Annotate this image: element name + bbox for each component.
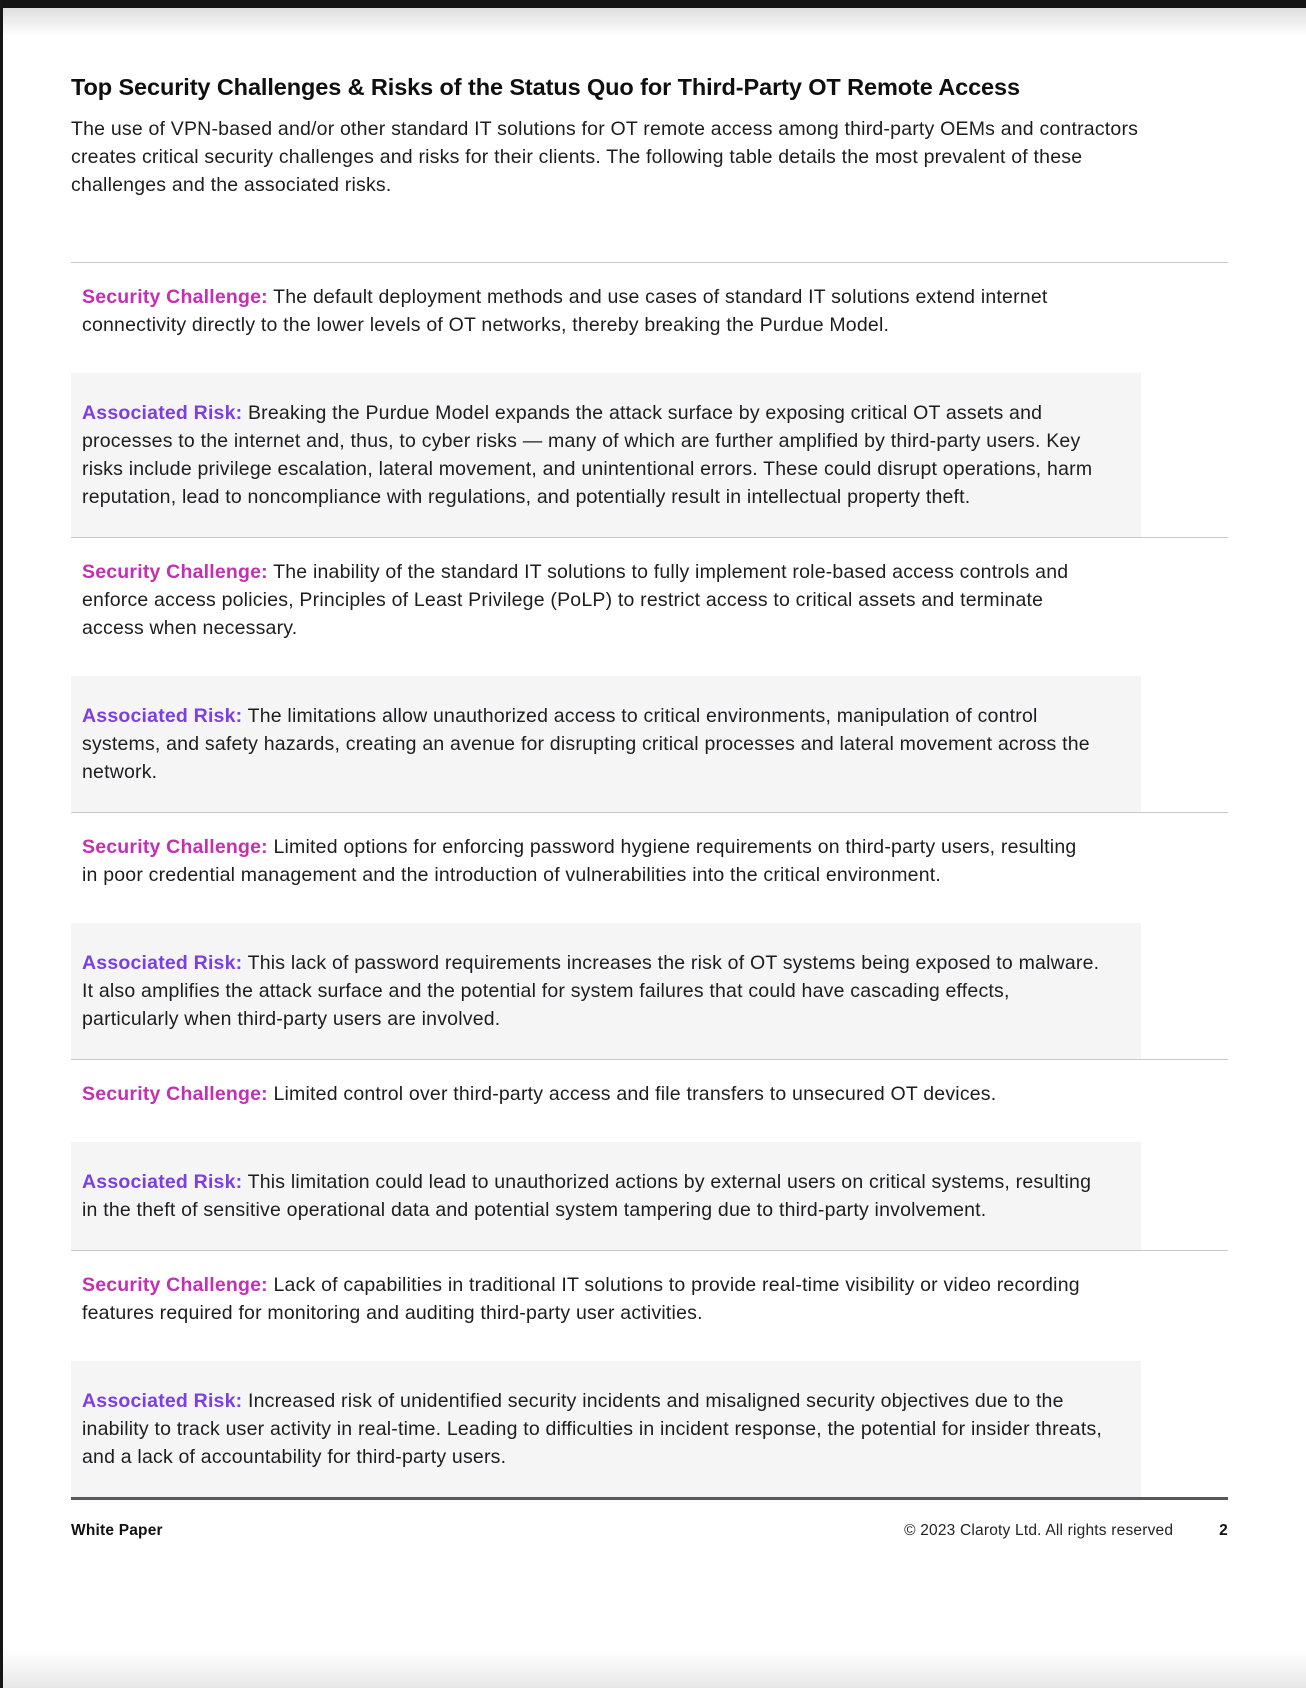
page-footer xyxy=(71,1500,1228,1562)
security-challenge xyxy=(82,558,1092,642)
footer-doc-type: White Paper xyxy=(71,1522,163,1539)
table-row xyxy=(71,538,1228,813)
window-left-edge xyxy=(0,0,3,1688)
security-challenge-label: Security Challenge: xyxy=(82,561,268,583)
security-challenge-text: The inability of the standard IT solutions to fully implement role-based access controls and enforce access policies, Principles of Least Privilege (PoLP) to restrict access to critical assets and terminate access when necessary. xyxy=(82,561,1069,639)
associated-risk xyxy=(82,399,1105,511)
associated-risk-label: Associated Risk: xyxy=(82,1171,243,1193)
page-bottom-shadow xyxy=(0,1650,1306,1688)
associated-risk-label: Associated Risk: xyxy=(82,705,243,727)
page-title: Top Security Challenges & Risks of the Status Quo for Third-Party OT Remote Access xyxy=(71,74,1020,100)
associated-risk xyxy=(82,702,1105,786)
intro-paragraph: The use of VPN-based and/or other standard IT solutions for OT remote access among third-party OEMs and contractors creates critical security challenges and risks for their clients. The following table details the most prevalent of these challenges and the associated risks. xyxy=(71,118,1139,196)
table-row xyxy=(71,1060,1228,1251)
security-challenge xyxy=(82,283,1092,339)
security-challenge-text: Lack of capabilities in traditional IT solutions to provide real-time visibility or video recording features required for monitoring and auditing third-party user activities. xyxy=(82,1274,1080,1324)
associated-risk xyxy=(82,1168,1105,1224)
associated-risk-text: The limitations allow unauthorized access to critical environments, manipulation of control systems, and safety hazards, creating an avenue for disrupting critical processes and lateral movement across the network. xyxy=(82,705,1090,783)
table-row xyxy=(71,1251,1228,1500)
associated-risk-text: This lack of password requirements increases the risk of OT systems being exposed to malware. It also amplifies the attack surface and the potential for system failures that could have cascading effects, particularly when third-party users are involved. xyxy=(82,952,1100,1030)
associated-risk-label: Associated Risk: xyxy=(82,1390,243,1412)
challenges-risks-table xyxy=(71,262,1228,1500)
table-row xyxy=(71,263,1228,538)
associated-risk xyxy=(82,1387,1105,1471)
security-challenge-label: Security Challenge: xyxy=(82,1083,268,1105)
security-challenge-text: The default deployment methods and use cases of standard IT solutions extend internet connectivity directly to the lower levels of OT networks, thereby breaking the Purdue Model. xyxy=(82,286,1048,336)
associated-risk-text: Increased risk of unidentified security incidents and misaligned security objectives due to the inability to track user activity in real-time. Leading to difficulties in incident response, the potential for insider threats, and a lack of accountability for third-party users. xyxy=(82,1390,1103,1468)
associated-risk xyxy=(82,949,1105,1033)
associated-risk-text: This limitation could lead to unauthorized actions by external users on critical systems, resulting in the theft of sensitive operational data and potential system tampering due to third-party involvement. xyxy=(82,1171,1092,1221)
window-top-edge xyxy=(0,0,1306,8)
associated-risk-box xyxy=(71,1142,1141,1250)
security-challenge-text: Limited control over third-party access and file transfers to unsecured OT devices. xyxy=(273,1083,997,1105)
page-top-shadow xyxy=(0,8,1306,36)
security-challenge-label: Security Challenge: xyxy=(82,1274,268,1296)
associated-risk-box xyxy=(71,923,1141,1059)
associated-risk-box xyxy=(71,373,1141,537)
security-challenge-text: Limited options for enforcing password hygiene requirements on third-party users, resulting in poor credential management and the introduction of vulnerabilities into the critical environment. xyxy=(82,836,1077,886)
associated-risk-label: Associated Risk: xyxy=(82,402,243,424)
table-row xyxy=(71,813,1228,1060)
footer-page-number: 2 xyxy=(1219,1522,1228,1539)
associated-risk-box xyxy=(71,1361,1141,1497)
security-challenge-label: Security Challenge: xyxy=(82,286,268,308)
footer-copyright: © 2023 Claroty Ltd. All rights reserved xyxy=(904,1522,1174,1539)
associated-risk-text: Breaking the Purdue Model expands the attack surface by exposing critical OT assets and processes to the internet and, thus, to cyber risks — many of which are further amplified by third-party users. Key risks include privilege escalation, lateral movement, and unintentional errors. These could disrupt operations, harm reputation, lead to noncompliance with regulations, and potentially result in intellectual property theft. xyxy=(82,402,1093,508)
associated-risk-box xyxy=(71,676,1141,812)
associated-risk-label: Associated Risk: xyxy=(82,952,243,974)
security-challenge xyxy=(82,1080,1092,1108)
security-challenge xyxy=(82,1271,1092,1327)
security-challenge-label: Security Challenge: xyxy=(82,836,268,858)
security-challenge xyxy=(82,833,1092,889)
